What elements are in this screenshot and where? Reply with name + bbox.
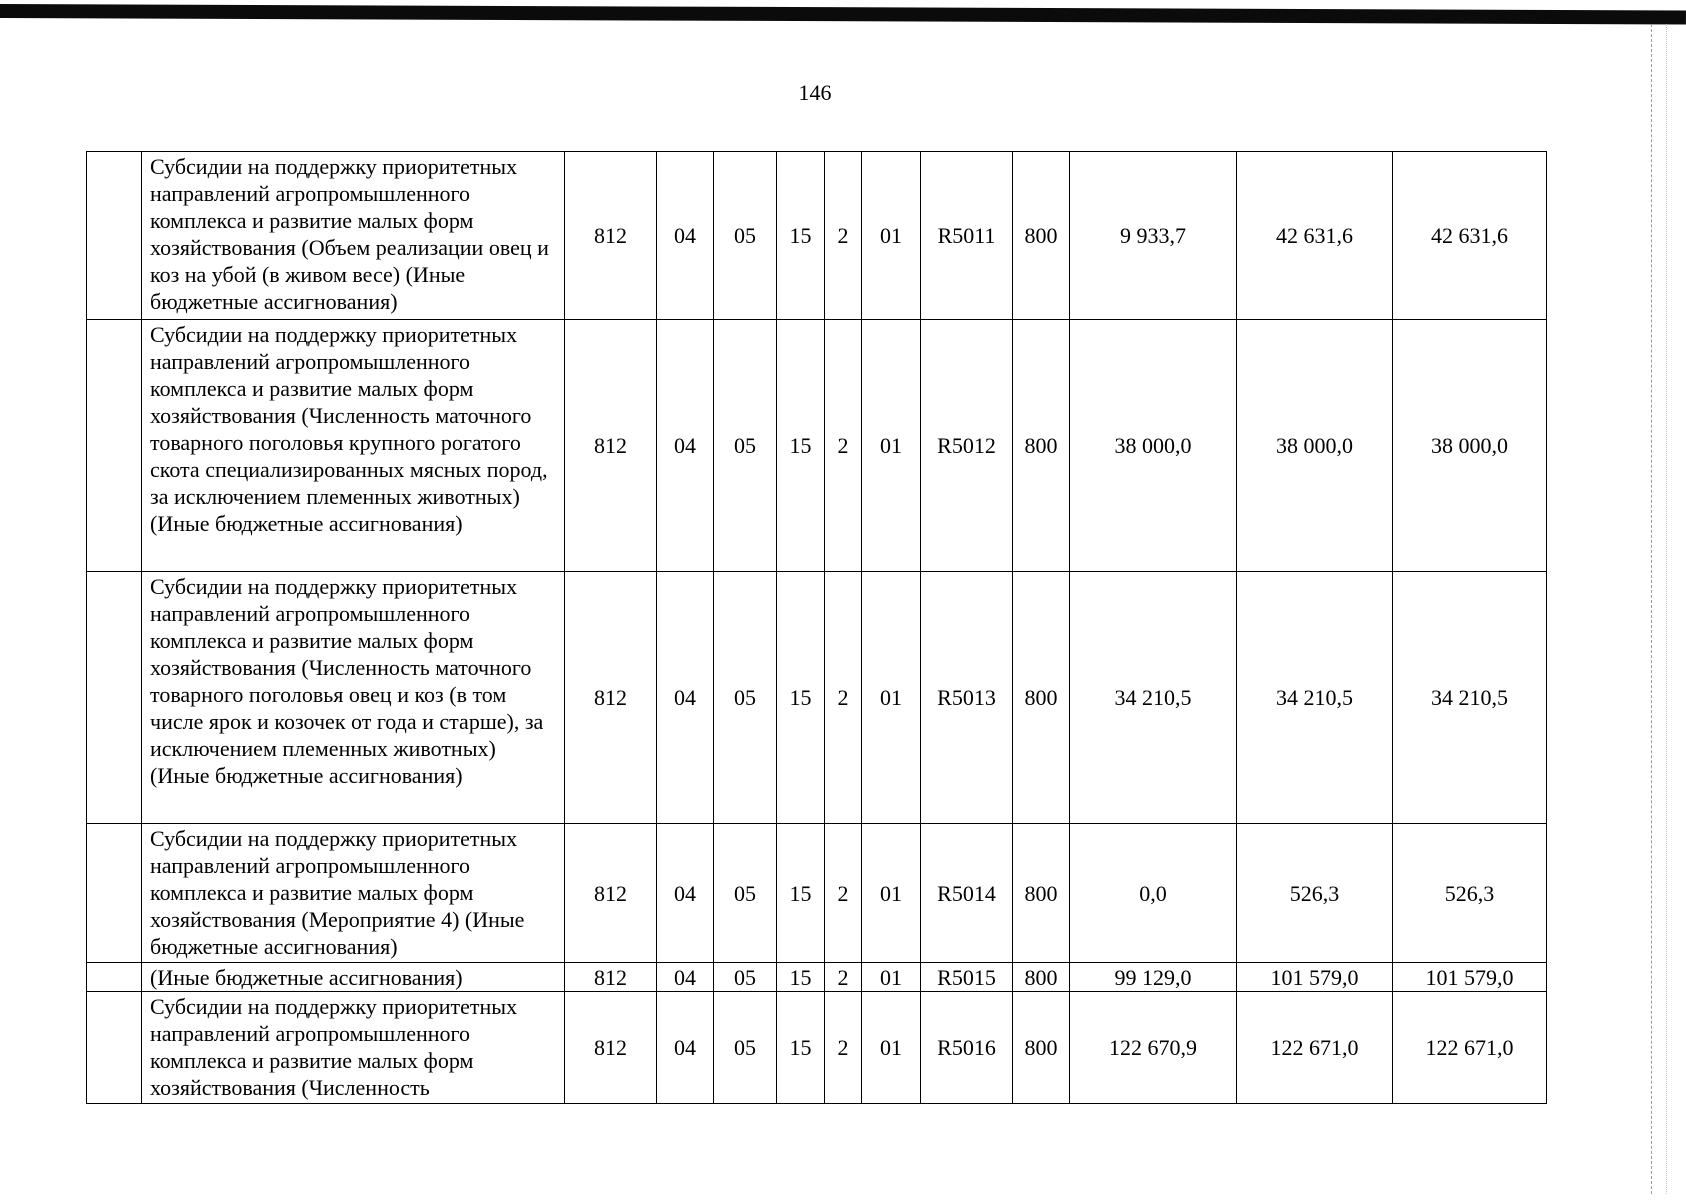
- amount-2-cell: 122 671,0: [1237, 992, 1393, 1104]
- amount-3-cell: 42 631,6: [1393, 152, 1547, 320]
- cs-event-cell: 01: [862, 572, 921, 824]
- table-row: [87, 320, 1547, 572]
- amount-2-cell: 526,3: [1237, 824, 1393, 963]
- pr-cell: 05: [714, 992, 777, 1104]
- description-cell: Субсидии на поддержку приоритетных направлений агропромышленного комплекса и развитие малых форм хозяйствования (Объем реализации овец и коз на убой (в живом весе) (Иные бюджетные ассигнования): [142, 152, 565, 320]
- vr-cell: 800: [1013, 824, 1070, 963]
- gr-cell: 812: [565, 992, 657, 1104]
- table-row: [87, 824, 1547, 963]
- rz-cell: 04: [657, 572, 714, 824]
- row-number-cell: [87, 992, 142, 1104]
- description-cell: Субсидии на поддержку приоритетных направлений агропромышленного комплекса и развитие малых форм хозяйствования (Численность маточного товарного поголовья крупного рогатого скота специализированных мясных пород, за исключением племенных животных) (Иные бюджетные ассигнования): [142, 320, 565, 572]
- amount-2-cell: 101 579,0: [1237, 963, 1393, 992]
- table-row: [87, 992, 1547, 1104]
- description-cell: Субсидии на поддержку приоритетных направлений агропромышленного комплекса и развитие малых форм хозяйствования (Мероприятие 4) (Иные бюджетные ассигнования): [142, 824, 565, 963]
- cs-direction-cell: R5015: [921, 963, 1013, 992]
- gr-cell: 812: [565, 824, 657, 963]
- cs-subprogram-cell: 2: [825, 824, 862, 963]
- pr-cell: 05: [714, 572, 777, 824]
- scan-edge-line-faint: [1666, 24, 1667, 1194]
- description-cell: Субсидии на поддержку приоритетных направлений агропромышленного комплекса и развитие малых форм хозяйствования (Численность маточного товарного поголовья овец и коз (в том числе ярок и козочек от года и старше), за исключением племенных животных) (Иные бюджетные ассигнования): [142, 572, 565, 824]
- cs-direction-cell: R5016: [921, 992, 1013, 1104]
- cs-event-cell: 01: [862, 963, 921, 992]
- gr-cell: 812: [565, 320, 657, 572]
- rz-cell: 04: [657, 152, 714, 320]
- amount-1-cell: 34 210,5: [1070, 572, 1237, 824]
- cs-subprogram-cell: 2: [825, 963, 862, 992]
- cs-program-cell: 15: [777, 992, 825, 1104]
- pr-cell: 05: [714, 152, 777, 320]
- scan-edge-bar: [0, 4, 1686, 24]
- pr-cell: 05: [714, 824, 777, 963]
- amount-1-cell: 9 933,7: [1070, 152, 1237, 320]
- cs-event-cell: 01: [862, 992, 921, 1104]
- cs-direction-cell: R5012: [921, 320, 1013, 572]
- cs-subprogram-cell: 2: [825, 572, 862, 824]
- cs-program-cell: 15: [777, 824, 825, 963]
- row-number-cell: [87, 572, 142, 824]
- cs-subprogram-cell: 2: [825, 992, 862, 1104]
- cs-direction-cell: R5014: [921, 824, 1013, 963]
- vr-cell: 800: [1013, 320, 1070, 572]
- amount-3-cell: 34 210,5: [1393, 572, 1547, 824]
- description-cell: (Иные бюджетные ассигнования): [142, 963, 565, 992]
- vr-cell: 800: [1013, 992, 1070, 1104]
- gr-cell: 812: [565, 963, 657, 992]
- table-row: [87, 963, 1547, 992]
- page-number: 146: [798, 80, 832, 105]
- budget-table: [86, 151, 1547, 1104]
- vr-cell: 800: [1013, 572, 1070, 824]
- rz-cell: 04: [657, 320, 714, 572]
- cs-event-cell: 01: [862, 824, 921, 963]
- cs-program-cell: 15: [777, 572, 825, 824]
- cs-program-cell: 15: [777, 320, 825, 572]
- rz-cell: 04: [657, 963, 714, 992]
- gr-cell: 812: [565, 572, 657, 824]
- amount-1-cell: 0,0: [1070, 824, 1237, 963]
- gr-cell: 812: [565, 152, 657, 320]
- amount-1-cell: 99 129,0: [1070, 963, 1237, 992]
- amount-2-cell: 34 210,5: [1237, 572, 1393, 824]
- cs-program-cell: 15: [777, 152, 825, 320]
- amount-1-cell: 38 000,0: [1070, 320, 1237, 572]
- row-number-cell: [87, 320, 142, 572]
- row-number-cell: [87, 963, 142, 992]
- vr-cell: 800: [1013, 963, 1070, 992]
- amount-1-cell: 122 670,9: [1070, 992, 1237, 1104]
- cs-event-cell: 01: [862, 152, 921, 320]
- scan-edge-line: [1651, 24, 1652, 1194]
- amount-2-cell: 38 000,0: [1237, 320, 1393, 572]
- amount-3-cell: 101 579,0: [1393, 963, 1547, 992]
- amount-3-cell: 38 000,0: [1393, 320, 1547, 572]
- rz-cell: 04: [657, 992, 714, 1104]
- row-number-cell: [87, 152, 142, 320]
- cs-subprogram-cell: 2: [825, 320, 862, 572]
- rz-cell: 04: [657, 824, 714, 963]
- cs-direction-cell: R5011: [921, 152, 1013, 320]
- cs-subprogram-cell: 2: [825, 152, 862, 320]
- cs-program-cell: 15: [777, 963, 825, 992]
- amount-3-cell: 122 671,0: [1393, 992, 1547, 1104]
- amount-2-cell: 42 631,6: [1237, 152, 1393, 320]
- table-row: [87, 152, 1547, 320]
- row-number-cell: [87, 824, 142, 963]
- cs-direction-cell: R5013: [921, 572, 1013, 824]
- amount-3-cell: 526,3: [1393, 824, 1547, 963]
- pr-cell: 05: [714, 963, 777, 992]
- vr-cell: 800: [1013, 152, 1070, 320]
- pr-cell: 05: [714, 320, 777, 572]
- cs-event-cell: 01: [862, 320, 921, 572]
- description-cell: Субсидии на поддержку приоритетных направлений агропромышленного комплекса и развитие малых форм хозяйствования (Численность: [142, 992, 565, 1104]
- table-row: [87, 572, 1547, 824]
